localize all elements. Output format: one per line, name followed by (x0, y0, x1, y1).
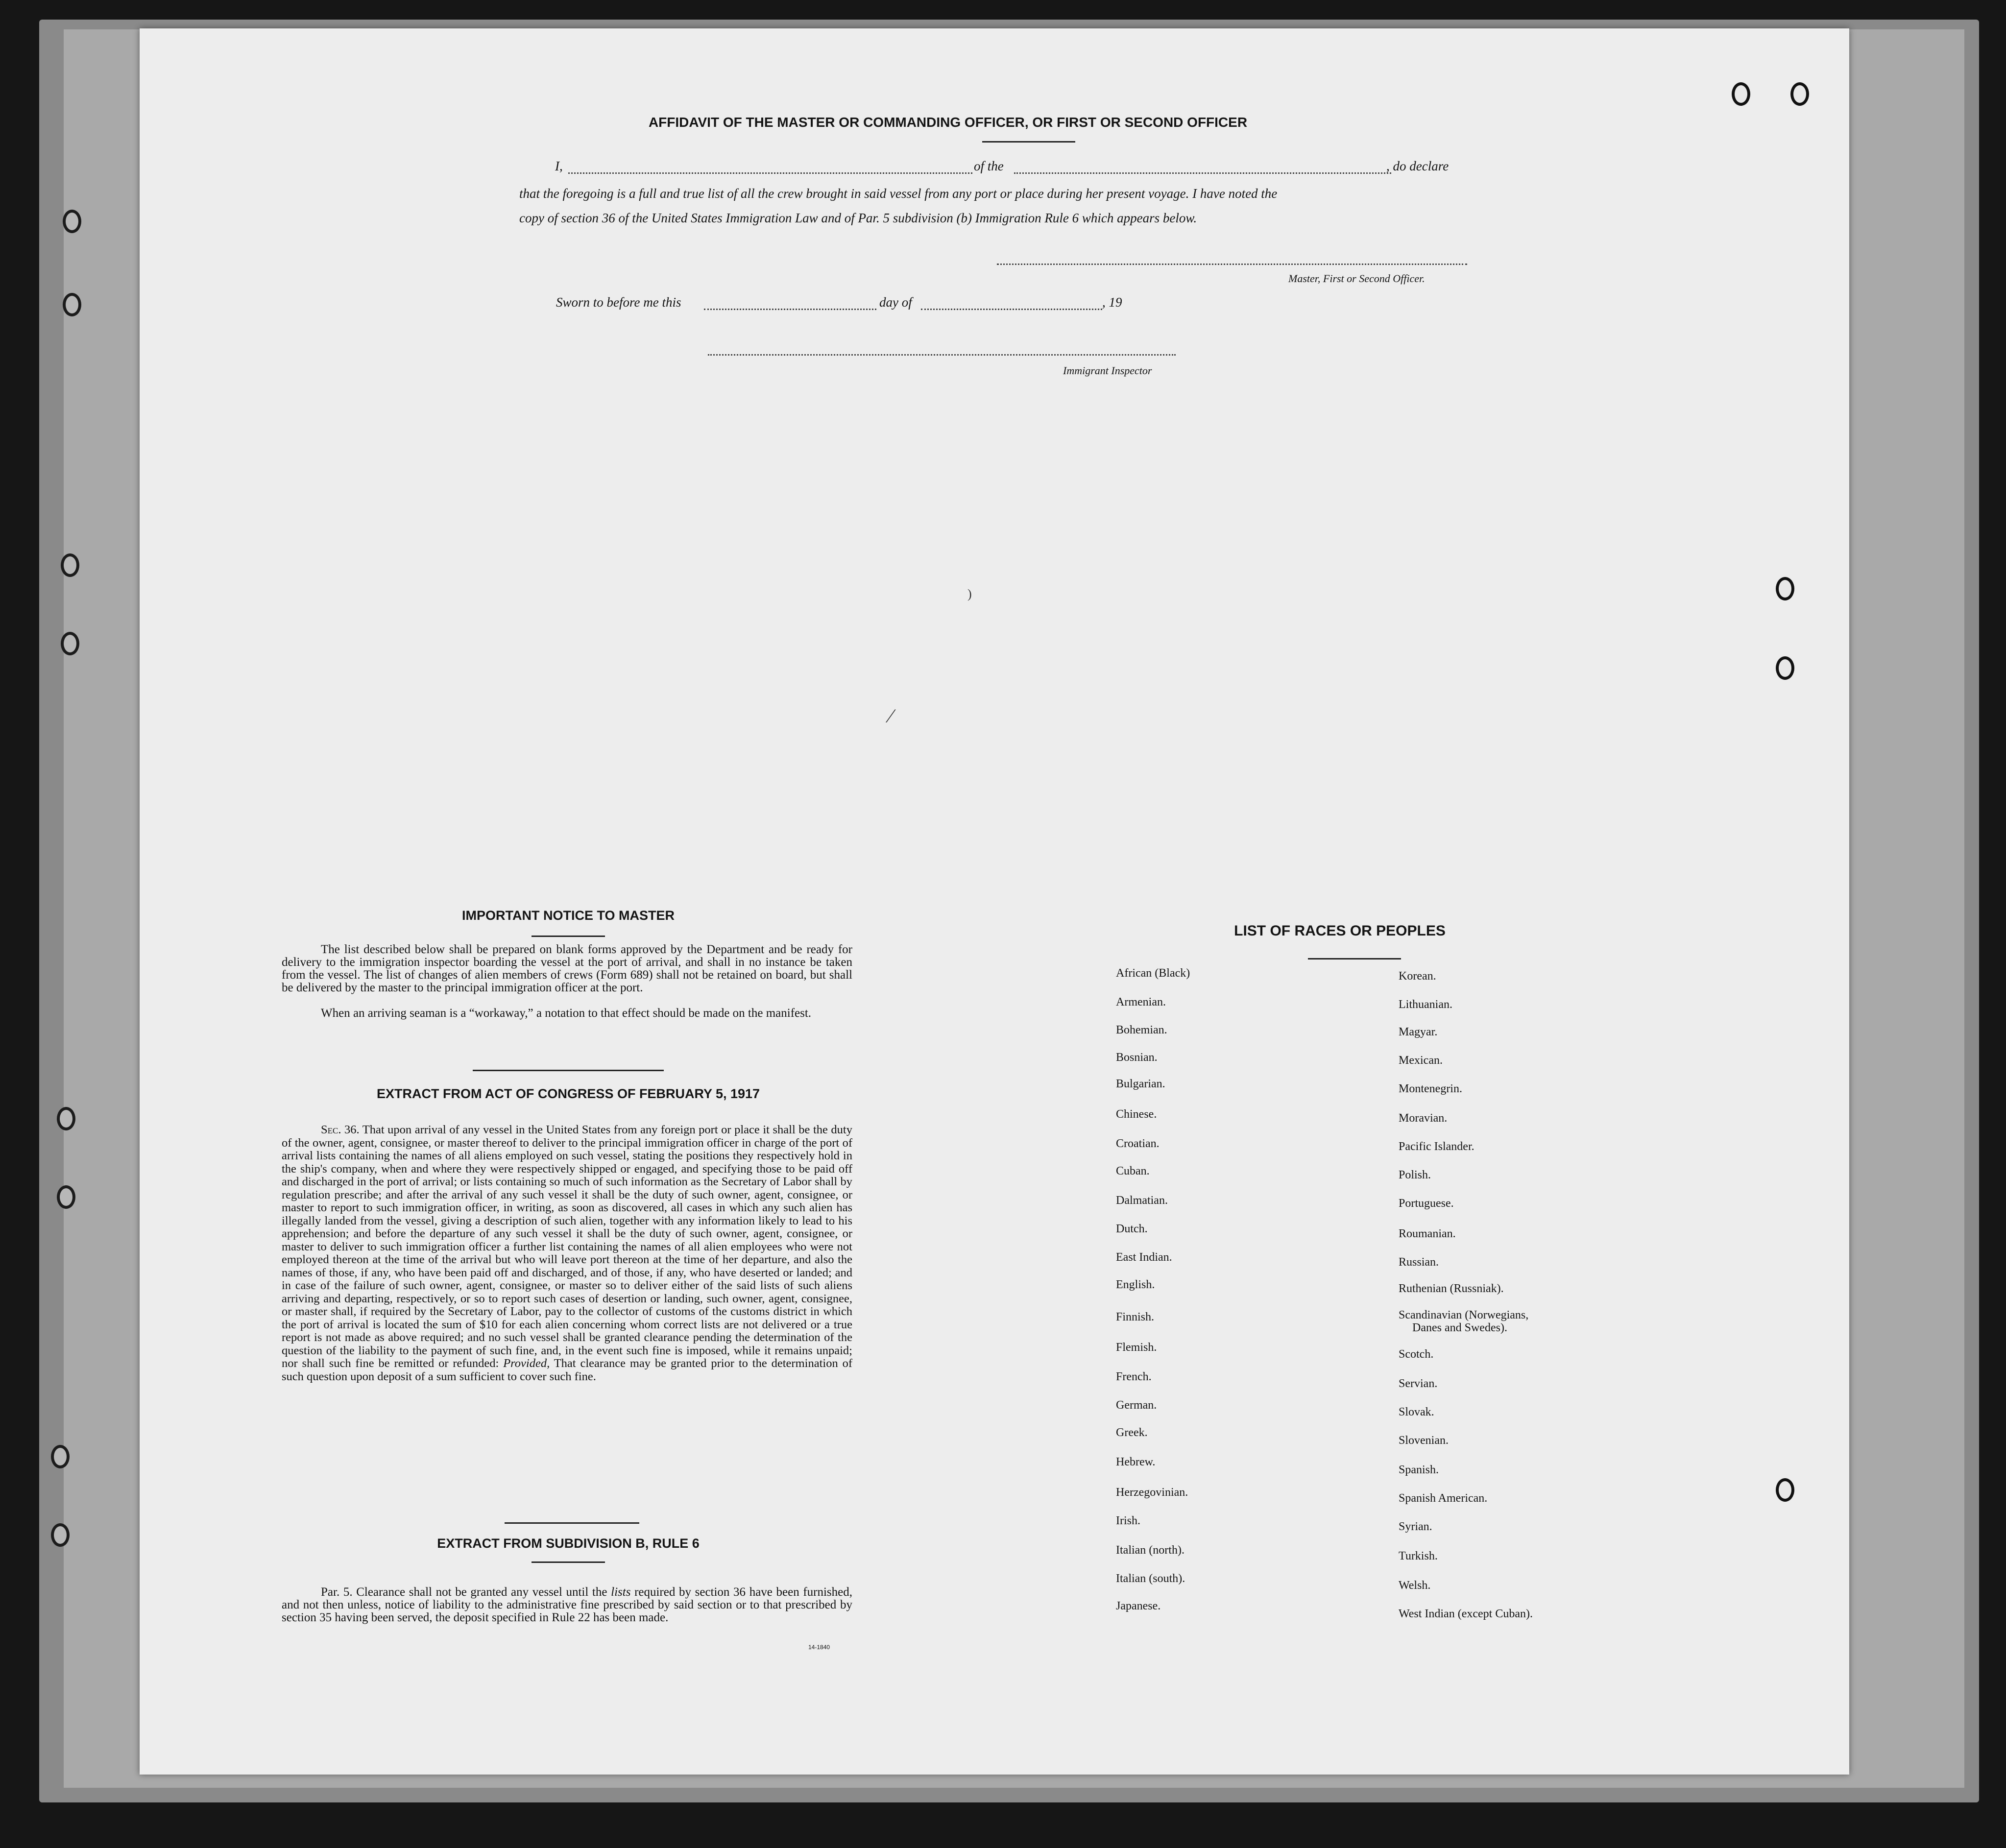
act-body-text: That upon arrival of any vessel in the United States from any foreign port or place it shall be the duty of the owner, agent, consignee, or master thereof to deliver to the principal immigration officer in charge of the port of arrival lists containing the names of all aliens employed on such vessel, stating the positions they respectively hold in the ship's company, when and where they were respectively shipped or engaged, and specifying those to be paid off and discharged in the port of arrival; or lists containing so much of such information as the Secretary of Labor shall by regulation prescribe; and after the arrival of any such vessel it shall be the duty of such owner, agent, consignee, or master to report to such immigration officer, in writing, as soon as discovered, all cases in which any such alien has illegally landed from the vessel, giving a description of such alien, together with any information likely to lead to his apprehension; and before the departure of any such vessel it shall be the duty of such owner, agent, consignee, or master to deliver to such immigration officer a further list containing the names of all alien employees who were not employed thereon at the time of the arrival but who will leave port thereon at the time of her departure, and also the names of those, if any, who have been paid off and discharged, and of those, if any, who have deserted or landed; and in case of the failure of such owner, agent, consignee, or master so to deliver either of the said lists of such aliens arriving and departing, respectively, or so to report such cases of desertion or landing, such owner, agent, consignee, or master shall, if required by the Secretary of Labor, pay to the collector of customs of the customs district in which the port of arrival is located the sum of $10 for each alien concerning whom correct lists are not delivered or a true report is not made as above required; and no such vessel shall be granted clearance pending the determination of the question of the liability to the payment of such fine, and, in the event such fine is imposed, while it remains unpaid; nor shall such fine be remitted or refunded: (282, 1123, 852, 1370)
race-item: Japanese. (1116, 1600, 1161, 1612)
race-item: Scandinavian (Norwegians, (1399, 1309, 1529, 1321)
race-item: Spanish American. (1399, 1492, 1488, 1505)
race-item: Dalmatian. (1116, 1194, 1168, 1207)
notice-paragraph-2-text: When an arriving seaman is a “workaway,” a notation to that effect should be made on the manifest. (321, 1007, 812, 1020)
race-item: Finnish. (1116, 1311, 1155, 1323)
affidavit-line-2: that the foregoing is a full and true list of all the crew brought in said vessel from any port or place during her present voyage. I have noted the (519, 186, 1278, 201)
race-item: Ruthenian (Russniak). (1399, 1282, 1504, 1295)
act-section-label: Sec. 36. (321, 1123, 360, 1136)
notice-paragraph-2 (282, 1007, 852, 1020)
race-item: Dutch. (1116, 1223, 1148, 1235)
notice-rule (532, 936, 605, 937)
binder-hole-icon (61, 632, 79, 655)
race-item: Lithuanian. (1399, 998, 1452, 1011)
race-item: Mexican. (1399, 1054, 1443, 1067)
race-item: Russian. (1399, 1256, 1439, 1269)
binder-hole-icon (61, 553, 79, 577)
master-signature-field[interactable] (997, 264, 1467, 265)
rule-lists-word: lists (611, 1585, 631, 1599)
race-item: Bulgarian. (1116, 1078, 1165, 1090)
race-item: Hebrew. (1116, 1456, 1156, 1468)
race-item: Bohemian. (1116, 1024, 1167, 1036)
sworn-label: Sworn to before me this (556, 295, 681, 310)
races-rule (1308, 958, 1401, 960)
race-item: Spanish. (1399, 1464, 1439, 1476)
form-number: 14-1840 (808, 1644, 830, 1651)
binder-hole-icon (51, 1523, 70, 1547)
race-item: Pacific Islander. (1399, 1140, 1474, 1153)
race-item: Italian (south). (1116, 1572, 1185, 1585)
race-item: Cuban. (1116, 1165, 1150, 1177)
notice-divider (473, 1070, 664, 1071)
race-item: Slovak. (1399, 1406, 1434, 1418)
race-item: Servian. (1399, 1377, 1438, 1390)
binder-hole-icon (1776, 577, 1794, 600)
master-caption: Master, First or Second Officer. (1288, 272, 1425, 285)
race-item: Irish. (1116, 1514, 1140, 1527)
binder-hole-icon (1776, 1478, 1794, 1502)
affidavit-line-3: copy of section 36 of the United States Immigration Law and of Par. 5 subdivision (b) Immigration Rule 6 which appears below. (519, 211, 1197, 225)
act-heading: EXTRACT FROM ACT OF CONGRESS OF FEBRUARY 5, 1917 (376, 1086, 760, 1101)
binder-hole-icon (57, 1185, 75, 1209)
sworn-day-field[interactable] (704, 309, 876, 310)
day-of-label: day of (879, 295, 912, 310)
race-item: African (Black) (1116, 967, 1190, 980)
race-item: Flemish. (1116, 1341, 1157, 1354)
binder-hole-icon (51, 1445, 70, 1468)
race-item: Greek. (1116, 1426, 1148, 1439)
act-text (282, 1124, 852, 1383)
notice-paragraph-1-text: The list described below shall be prepared on blank forms approved by the Department and be ready for delivery to the immigration inspector boarding the vessel at the port of arrival, and shall in no instance be taken from the vessel. The list of changes of alien members of crews (Form 689) shall not be retained on board, but shall be delivered by the master to the principal immigration officer at the port. (282, 943, 852, 994)
race-item: Moravian. (1399, 1112, 1448, 1125)
heading-rule (982, 141, 1075, 143)
binder-hole-icon (63, 293, 81, 316)
vessel-name-field[interactable] (1014, 172, 1391, 174)
race-item: Bosnian. (1116, 1051, 1158, 1064)
race-item: Chinese. (1116, 1108, 1157, 1121)
race-item: Turkish. (1399, 1550, 1438, 1562)
race-item: French. (1116, 1370, 1152, 1383)
race-item: Scotch. (1399, 1348, 1434, 1361)
declarant-name-field[interactable] (568, 172, 972, 174)
inspector-caption: Immigrant Inspector (1063, 364, 1152, 377)
race-item: Korean. (1399, 970, 1436, 983)
race-item: East Indian. (1116, 1251, 1172, 1264)
rule-heading: EXTRACT FROM SUBDIVISION B, RULE 6 (437, 1536, 700, 1551)
binder-hole-icon (1776, 656, 1794, 680)
stray-mark: ) (967, 587, 972, 601)
race-item: German. (1116, 1399, 1157, 1412)
race-item: Montenegrin. (1399, 1082, 1462, 1095)
declare-text: , do declare (1386, 159, 1449, 173)
rule-text-a: Par. 5. Clearance shall not be granted any vessel until the (321, 1585, 607, 1599)
rule-divider (532, 1561, 605, 1563)
race-item: Croatian. (1116, 1137, 1160, 1150)
year-label: , 19 (1102, 295, 1122, 310)
race-item: Roumanian. (1399, 1227, 1456, 1240)
notice-heading: IMPORTANT NOTICE TO MASTER (462, 908, 675, 923)
race-item: Herzegovinian. (1116, 1486, 1188, 1499)
act-provided-text: Provided, (503, 1357, 550, 1370)
race-item: Welsh. (1399, 1579, 1431, 1592)
rule-text-b: required by section 36 have been furnished, and not then unless, notice of liability to the administrative fine prescribed by said section or to that prescribed by section 35 having been served, the deposit specified in Rule 22 has been made. (282, 1585, 853, 1624)
race-item: Polish. (1399, 1169, 1431, 1181)
race-item: Italian (north). (1116, 1544, 1184, 1557)
races-heading: LIST OF RACES OR PEOPLES (1234, 923, 1446, 939)
notice-paragraph-1 (282, 943, 852, 994)
inspector-signature-field[interactable] (708, 354, 1176, 356)
race-item: Syrian. (1399, 1520, 1432, 1533)
race-item: Portuguese. (1399, 1197, 1454, 1210)
affidavit-heading: AFFIDAVIT OF THE MASTER OR COMMANDING OFFICER, OR FIRST OR SECOND OFFICER (648, 115, 1248, 130)
stray-mark: ⁄ (889, 705, 893, 727)
form-page (140, 28, 1849, 1775)
race-item: Armenian. (1116, 996, 1166, 1008)
act-end-text: That clearance may be granted prior to the determination of such question upon deposit of a sum sufficient to cover such fine. (282, 1357, 853, 1383)
binder-hole-icon (1790, 82, 1809, 106)
act-divider (505, 1522, 639, 1524)
declarant-label: I, (555, 159, 563, 173)
binder-hole-icon (1732, 82, 1750, 106)
race-item: English. (1116, 1278, 1155, 1291)
race-item: West Indian (except Cuban). (1399, 1608, 1533, 1620)
race-item: Danes and Swedes). (1412, 1321, 1507, 1334)
vessel-label: of the (974, 159, 1004, 173)
rule-text (282, 1586, 852, 1624)
binder-hole-icon (57, 1107, 75, 1130)
race-item: Magyar. (1399, 1026, 1438, 1038)
binder-hole-icon (63, 210, 81, 233)
race-item: Slovenian. (1399, 1434, 1449, 1447)
sworn-month-field[interactable] (921, 309, 1102, 310)
